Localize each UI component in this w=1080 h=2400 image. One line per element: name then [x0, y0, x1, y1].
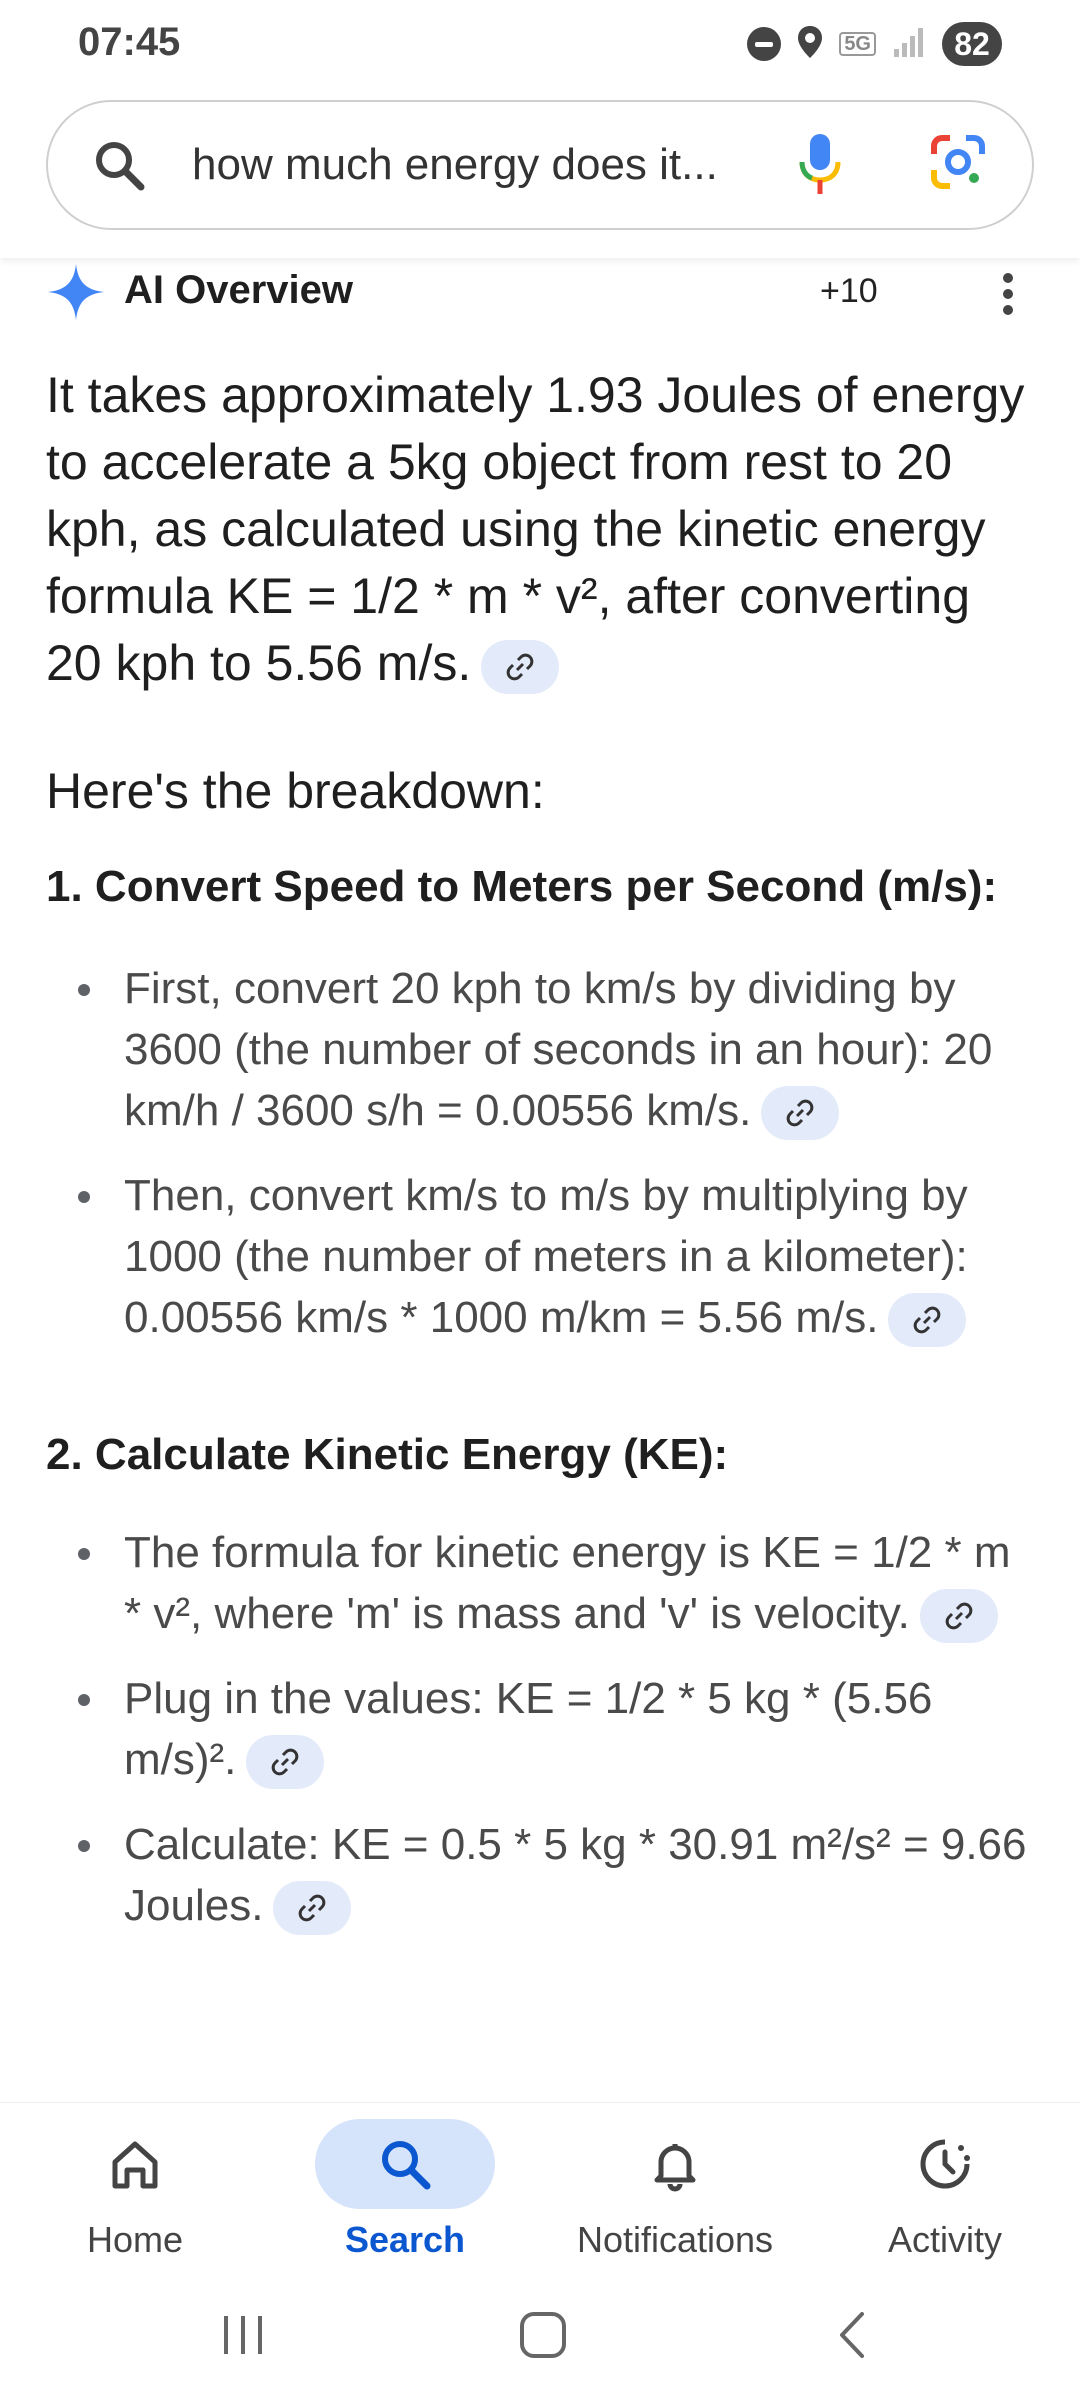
more-options-icon[interactable]	[996, 264, 1020, 329]
search-icon[interactable]	[92, 138, 148, 199]
nav-item-activity[interactable]	[810, 2119, 1080, 2269]
search-header	[0, 90, 1080, 258]
nav-item-notifications[interactable]	[540, 2119, 810, 2269]
source-link-chip[interactable]	[273, 1881, 351, 1935]
source-link-chip[interactable]	[920, 1589, 998, 1643]
location-icon	[797, 25, 823, 64]
ai-overview-header	[0, 262, 1080, 322]
nav-label-notifications: Notifications	[576, 2219, 774, 2260]
ai-overview-title: AI Overview	[124, 268, 354, 312]
link-icon	[297, 1893, 327, 1923]
signal-icon	[892, 25, 926, 64]
link-icon	[785, 1098, 815, 1128]
status-bar	[0, 0, 1080, 90]
sparkle-icon	[46, 262, 106, 327]
list-item: Calculate: KE = 0.5 * 5 kg * 30.91 m²/s² = 9.66 Joules.	[78, 1814, 1038, 1936]
source-link-chip[interactable]	[761, 1086, 839, 1140]
nav-label-activity: Activity	[887, 2219, 1002, 2260]
list-item: Plug in the values: KE = 1/2 * 5 kg * (5.56 m/s)².	[78, 1668, 1038, 1790]
battery-indicator: 82	[942, 22, 1002, 66]
step-1-bullets	[78, 958, 1038, 1372]
home-icon	[107, 2136, 163, 2192]
list-item: Then, convert km/s to m/s by multiplying by 1000 (the number of meters in a kilometer): 0.00556 km/s * 1000 m/km = 5.56 m/s.	[78, 1165, 1038, 1348]
bell-icon	[647, 2136, 703, 2192]
source-link-chip[interactable]	[246, 1735, 324, 1789]
status-time: 07:45	[78, 20, 181, 64]
step-heading-1: 1. Convert Speed to Meters per Second (m/s):	[46, 862, 998, 911]
bottom-navigation	[0, 2102, 1080, 2273]
nav-item-search[interactable]	[270, 2119, 540, 2269]
nav-label-home: Home	[86, 2219, 184, 2260]
do-not-disturb-icon	[747, 27, 781, 61]
recent-apps-icon[interactable]	[218, 2310, 268, 2365]
source-link-chip[interactable]	[888, 1293, 966, 1347]
step-heading-2: 2. Calculate Kinetic Energy (KE):	[46, 1430, 729, 1479]
link-icon	[270, 1747, 300, 1777]
link-icon	[505, 652, 535, 682]
search-input[interactable]: how much energy does it...	[192, 140, 718, 189]
nav-label-search: Search	[344, 2219, 466, 2260]
list-item: First, convert 20 kph to km/s by dividing by 3600 (the number of seconds in an hour): 20 km/h / 3600 s/h = 0.00556 km/s.	[78, 958, 1038, 1141]
list-item: The formula for kinetic energy is KE = 1/2 * m * v², where 'm' is mass and 'v' is velocity.	[78, 1522, 1038, 1644]
microphone-icon[interactable]	[798, 132, 842, 203]
search-bar[interactable]	[46, 100, 1034, 230]
link-icon	[912, 1305, 942, 1335]
breakdown-heading: Here's the breakdown:	[46, 763, 545, 819]
sources-count-button[interactable]: +10	[820, 272, 878, 310]
ai-summary	[46, 362, 1036, 697]
summary-text: It takes approximately 1.93 Joules of energy to accelerate a 5kg object from rest to 20 kph, as calculated using the kinetic energy formula KE = 1/2 * m * v², after converting 20 kph to 5.56 m/s.	[46, 367, 1025, 691]
link-icon	[944, 1601, 974, 1631]
search-icon	[377, 2136, 433, 2192]
network-type-label: 5G	[839, 32, 876, 56]
step-2-bullets	[78, 1522, 1038, 1960]
home-button-icon[interactable]	[518, 2310, 568, 2365]
system-navigation-bar	[0, 2272, 1080, 2400]
nav-item-home[interactable]	[0, 2119, 270, 2269]
google-lens-icon[interactable]	[928, 132, 988, 197]
status-icons	[747, 22, 1002, 66]
source-link-chip[interactable]	[481, 640, 559, 694]
activity-icon	[917, 2136, 973, 2192]
back-icon[interactable]	[828, 2310, 878, 2365]
